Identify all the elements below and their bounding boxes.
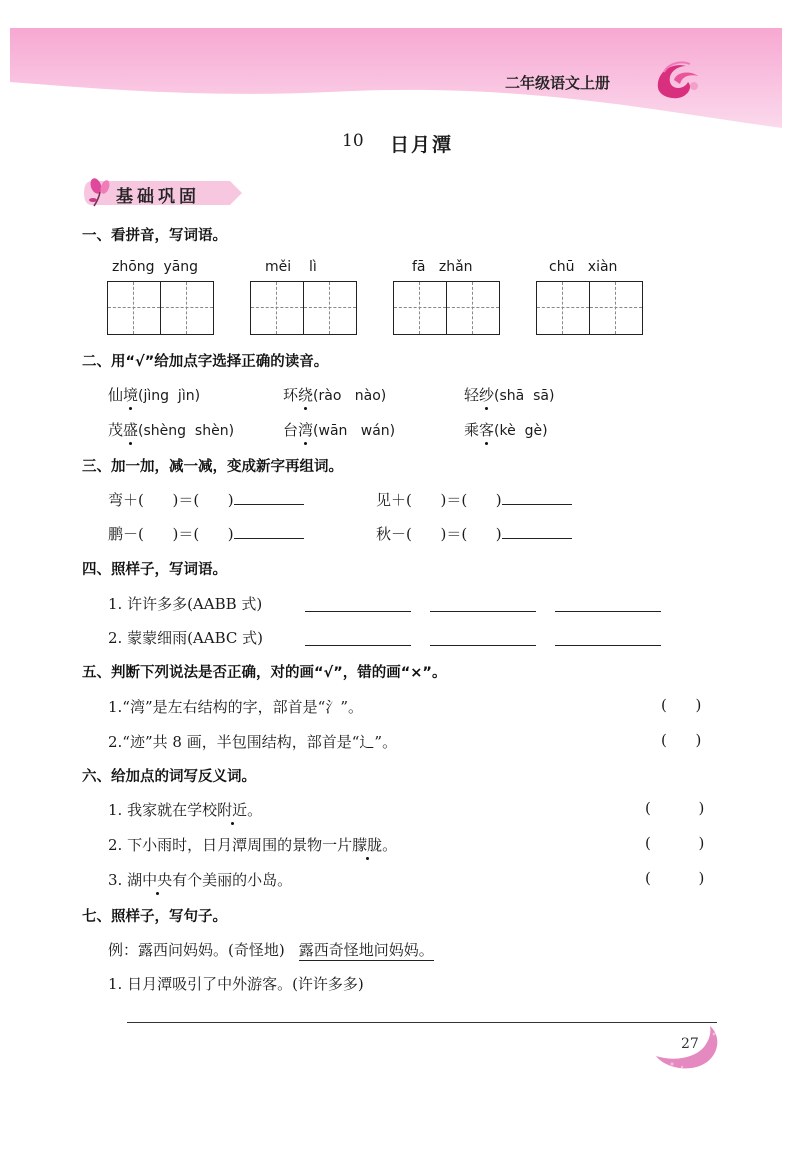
answer-paren[interactable]: ( ) xyxy=(645,799,705,817)
answer-blank[interactable] xyxy=(305,611,411,612)
q3-item: 见＋( )＝( ) xyxy=(376,489,572,510)
q2-item: 乘客(kè gè) xyxy=(464,421,548,439)
flower-icon xyxy=(86,176,116,208)
q1-heading: 一、看拼音，写词语。 xyxy=(82,228,227,244)
q5-item-2: 2.“迹”共 8 画，半包围结构，部首是“辶”。 xyxy=(108,733,398,751)
q1-pinyin-2: měi lì xyxy=(265,259,317,275)
section-title: 基础巩固 xyxy=(116,187,200,207)
footer-rule xyxy=(127,1022,717,1023)
answer-blank[interactable] xyxy=(555,611,661,612)
q1-writing-grid-2[interactable] xyxy=(250,281,357,335)
answer-paren[interactable]: ( ) xyxy=(645,834,705,852)
answer-blank[interactable] xyxy=(430,645,536,646)
answer-blank[interactable] xyxy=(234,538,304,539)
answer-blank[interactable] xyxy=(234,504,304,505)
pink-swirl-logo-icon xyxy=(650,58,706,102)
q7-heading: 七、照样子，写句子。 xyxy=(82,909,227,925)
answer-blank[interactable] xyxy=(502,504,572,505)
q1-writing-grid-1[interactable] xyxy=(107,281,214,335)
q7-example: 例：露西问妈妈。(奇怪地) 露西奇怪地问妈妈。 xyxy=(108,941,434,959)
q4-item-2: 2. 蒙蒙细雨(AABC 式) xyxy=(108,629,263,647)
answer-blank[interactable] xyxy=(305,645,411,646)
q6-item: 2. 下小雨时，日月潭周围的景物一片朦胧。 xyxy=(108,836,398,854)
q1-writing-grid-3[interactable] xyxy=(393,281,500,335)
q6-item: 3. 湖中央有个美丽的小岛。 xyxy=(108,871,293,889)
q2-item: 茂盛(shèng shèn) xyxy=(108,421,235,439)
q5-heading: 五、判断下列说法是否正确，对的画“√”，错的画“×”。 xyxy=(82,665,447,681)
q3-heading: 三、加一加，减一减，变成新字再组词。 xyxy=(82,459,343,475)
q1-pinyin-3: fā zhǎn xyxy=(412,259,473,275)
q2-heading: 二、用“√”给加点字选择正确的读音。 xyxy=(82,354,329,370)
q2-item: 轻纱(shā sā) xyxy=(464,386,555,404)
q5-item-1: 1.“湾”是左右结构的字，部首是“氵”。 xyxy=(108,698,363,716)
q6-item: 1. 我家就在学校附近。 xyxy=(108,801,263,819)
answer-blank[interactable] xyxy=(502,538,572,539)
answer-paren[interactable]: ( ) xyxy=(645,869,705,887)
page-number: 27 xyxy=(681,1036,699,1052)
book-title: 二年级语文上册 xyxy=(505,74,611,92)
answer-paren[interactable]: ( ) xyxy=(661,731,702,749)
q1-writing-grid-4[interactable] xyxy=(536,281,643,335)
q3-item: 秋－( )＝( ) xyxy=(376,523,572,544)
q3-item: 鹏－( )＝( ) xyxy=(108,523,304,544)
q1-pinyin-4: chū xiàn xyxy=(549,259,618,275)
answer-blank[interactable] xyxy=(430,611,536,612)
q4-item-1: 1. 许许多多(AABB 式) xyxy=(108,595,263,613)
q7-item-1: 1. 日月潭吸引了中外游客。(许许多多) xyxy=(108,975,364,993)
lesson-number: 10 xyxy=(342,131,364,151)
q2-item: 仙境(jìng jìn) xyxy=(108,386,201,404)
q1-pinyin-1: zhōng yāng xyxy=(112,259,199,275)
lesson-title: 日月潭 xyxy=(390,134,454,156)
q2-item: 台湾(wān wán) xyxy=(283,421,396,439)
q3-item: 弯＋( )＝( ) xyxy=(108,489,304,510)
q2-item: 环绕(rào nào) xyxy=(283,386,387,404)
q6-heading: 六、给加点的词写反义词。 xyxy=(82,769,256,785)
q4-heading: 四、照样子，写词语。 xyxy=(82,562,227,578)
answer-blank[interactable] xyxy=(555,645,661,646)
answer-paren[interactable]: ( ) xyxy=(661,696,702,714)
